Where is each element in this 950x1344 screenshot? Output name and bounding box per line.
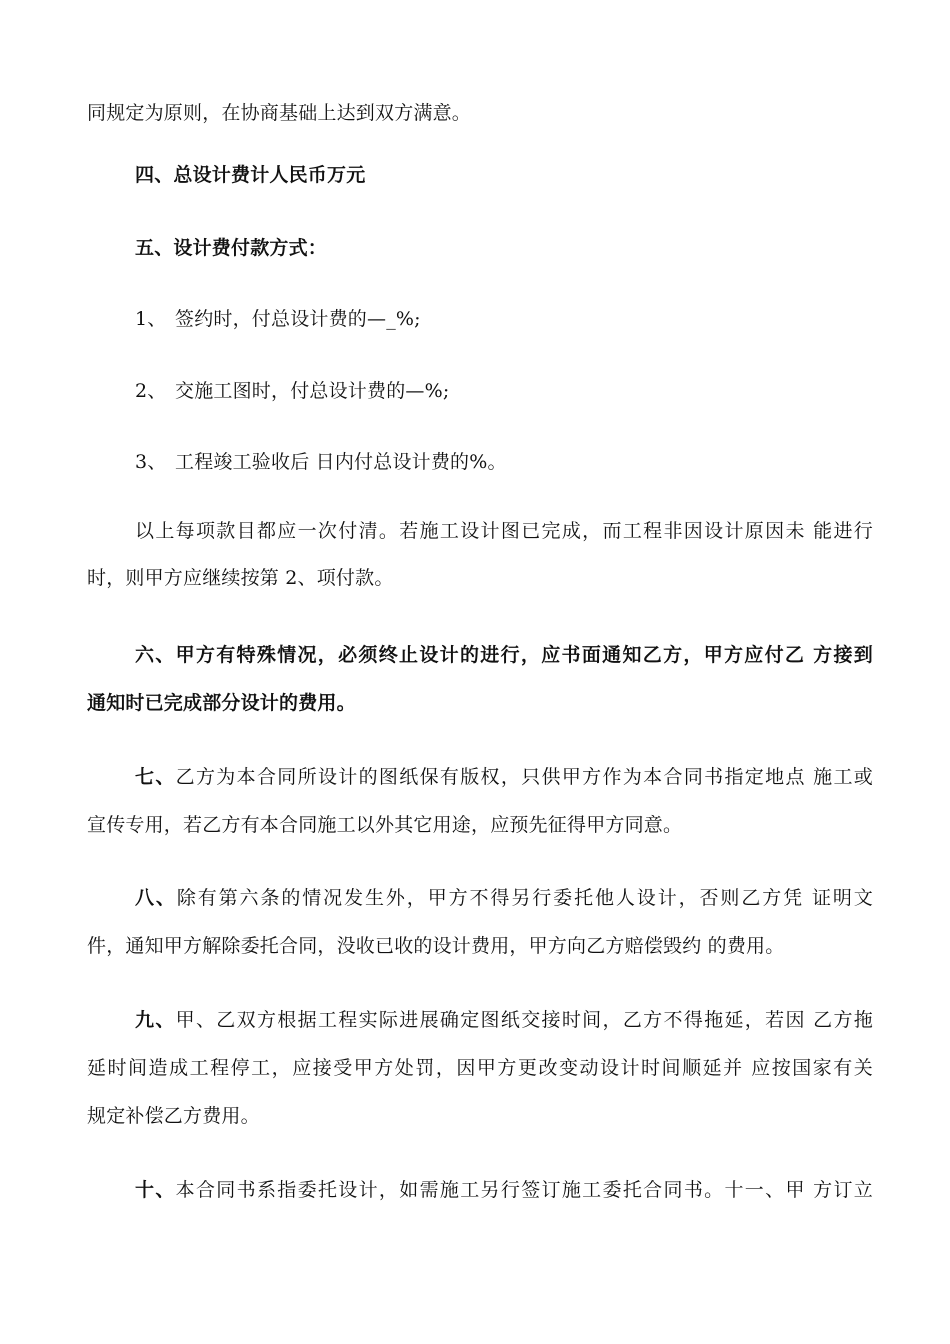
section-9-line-3: 规定补偿乙方费用。 xyxy=(87,1105,260,1127)
payment-item-3 xyxy=(135,450,507,474)
section-10-text: 本合同书系指委托设计，如需施工另行签订施工委托合同书。十一、甲 方订立 xyxy=(175,1179,873,1201)
section-9-line-1 xyxy=(135,1008,873,1032)
section-7-line-2: 宣传专用，若乙方有本合同施工以外其它用途，应预先征得甲方同意。 xyxy=(87,814,683,836)
section-6-line-2: 通知时已完成部分设计的费用。 xyxy=(87,692,356,714)
payment-note-line-2: 时，则甲方应继续按第 2、项付款。 xyxy=(87,567,394,589)
payment-item-1-text: 签约时，付总设计费的—_%; xyxy=(175,308,421,330)
section-7-lead: 七、 xyxy=(135,766,176,788)
section-7-text: 乙方为本合同所设计的图纸保有版权，只供甲方作为本合同书指定地点 施工或 xyxy=(175,766,873,788)
payment-note-line-1: 以上每项款目都应一次付清。若施工设计图已完成，而工程非因设计原因未 能进行 xyxy=(135,520,873,542)
section-6-line-1: 六、甲方有特殊情况，必须终止设计的进行，应书面通知乙方，甲方应付乙 方接到 xyxy=(135,644,873,666)
section-4-heading: 四、总设计费计人民币万元 xyxy=(135,164,366,186)
paragraph-continuation-line: 同规定为原则，在协商基础上达到双方满意。 xyxy=(87,102,472,124)
payment-item-2-number: 2、 xyxy=(135,380,167,402)
payment-item-2-text: 交施工图时，付总设计费的—%; xyxy=(175,380,450,402)
payment-item-2 xyxy=(135,379,449,403)
section-5-heading: 五、设计费付款方式： xyxy=(135,237,328,259)
section-8-line-1 xyxy=(135,886,873,910)
section-7-line-1 xyxy=(135,765,873,789)
section-8-text: 除有第六条的情况发生外，甲方不得另行委托他人设计，否则乙方凭 证明文 xyxy=(176,887,874,909)
section-8-line-2: 件，通知甲方解除委托合同，没收已收的设计费用，甲方向乙方赔偿毁约 的费用。 xyxy=(87,935,785,957)
payment-item-1 xyxy=(135,307,421,331)
section-10-line-1 xyxy=(135,1178,873,1202)
payment-item-3-text: 工程竣工验收后 日内付总设计费的%。 xyxy=(175,451,507,473)
payment-item-3-number: 3、 xyxy=(135,451,167,473)
section-9-text: 甲、乙双方根据工程实际进展确定图纸交接时间，乙方不得拖延，若因 乙方拖 xyxy=(175,1009,873,1031)
section-9-line-2: 延时间造成工程停工，应接受甲方处罚，因甲方更改变动设计时间顺延并 应按国家有关 xyxy=(87,1057,873,1079)
section-10-lead: 十、 xyxy=(135,1179,176,1201)
payment-item-1-number: 1、 xyxy=(135,308,167,330)
section-9-lead: 九、 xyxy=(135,1009,176,1031)
section-8-lead: 八、 xyxy=(135,887,177,909)
